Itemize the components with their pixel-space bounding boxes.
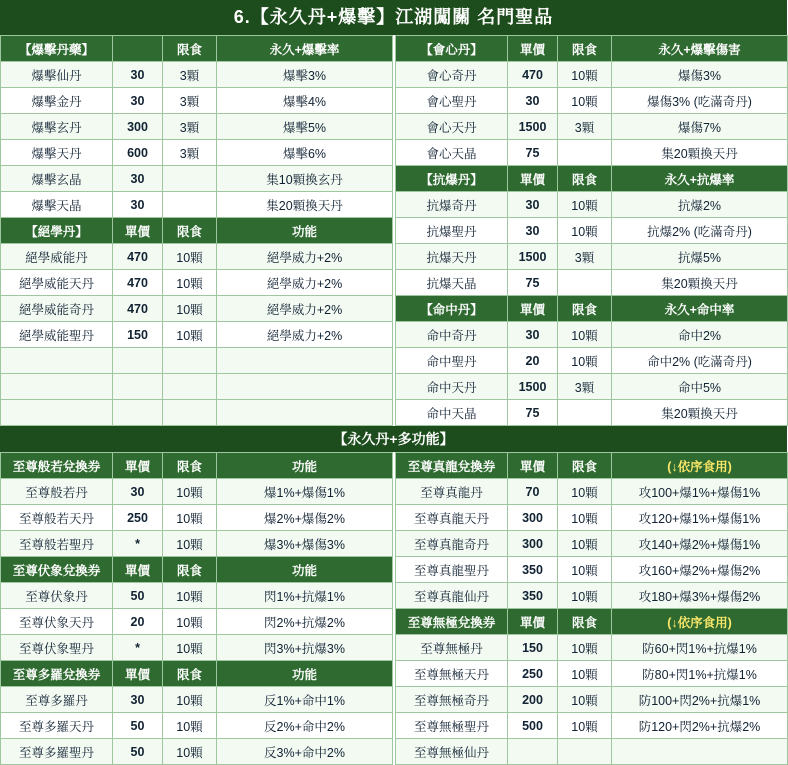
item-price: *	[113, 635, 163, 661]
item-price: 20	[113, 609, 163, 635]
item-name: 至尊般若天丹	[1, 505, 113, 531]
item-price: 1500	[508, 244, 558, 270]
table-row	[1, 62, 788, 88]
right-wuji-header-0: 至尊無極兌換券	[396, 609, 508, 635]
item-effect: 集20顆換天丹	[612, 140, 788, 166]
item-limit: 10顆	[163, 713, 217, 739]
item-price: 300	[508, 505, 558, 531]
table-row	[1, 609, 788, 635]
item-limit: 3顆	[163, 114, 217, 140]
empty-cell	[113, 374, 163, 400]
right-zhenlong-header-2: 限食	[558, 453, 612, 479]
item-limit: 10顆	[163, 609, 217, 635]
item-effect: 絕學威力+2%	[217, 296, 393, 322]
item-effect: 爆傷3% (吃滿奇丹)	[612, 88, 788, 114]
item-name: 至尊真龍丹	[396, 479, 508, 505]
item-price: 300	[508, 531, 558, 557]
item-effect: 命中2%	[612, 322, 788, 348]
item-limit	[163, 192, 217, 218]
item-limit: 10顆	[558, 88, 612, 114]
item-effect: 攻180+爆3%+爆傷2%	[612, 583, 788, 609]
empty-cell	[217, 400, 393, 426]
right-mingzhong-header-3: 永久+命中率	[612, 296, 788, 322]
item-limit: 10顆	[558, 557, 612, 583]
table-row	[1, 661, 788, 687]
left-banruo-header-1: 單價	[113, 453, 163, 479]
item-price: 30	[113, 687, 163, 713]
item-name: 至尊真龍奇丹	[396, 531, 508, 557]
item-name: 會心奇丹	[396, 62, 508, 88]
right-kangbao-header-2: 限食	[558, 166, 612, 192]
left-juexue-header-0: 【絕學丹】	[1, 218, 113, 244]
item-effect: 集20顆換天丹	[217, 192, 393, 218]
item-price: 20	[508, 348, 558, 374]
right-huixin-header-0: 【會心丹】	[396, 36, 508, 62]
item-price: 30	[508, 218, 558, 244]
left-bakk-header-3: 永久+爆擊率	[217, 36, 393, 62]
item-price: 30	[113, 62, 163, 88]
table-row	[1, 557, 788, 583]
right-huixin-header-2: 限食	[558, 36, 612, 62]
table-row	[1, 635, 788, 661]
item-name: 爆擊仙丹	[1, 62, 113, 88]
item-limit: 10顆	[163, 687, 217, 713]
item-name: 至尊伏象丹	[1, 583, 113, 609]
left-juexue-header-2: 限食	[163, 218, 217, 244]
item-name: 抗爆聖丹	[396, 218, 508, 244]
item-name: 至尊般若聖丹	[1, 531, 113, 557]
table-row	[1, 374, 788, 400]
item-effect: 防80+閃1%+抗爆1%	[612, 661, 788, 687]
item-limit: 10顆	[558, 661, 612, 687]
top-section	[0, 35, 788, 426]
item-limit: 10顆	[163, 479, 217, 505]
page-title: 6.【永久丹+爆擊】江湖闖關 名門聖品	[0, 0, 787, 35]
empty-cell	[217, 374, 393, 400]
left-banruo-header-3: 功能	[217, 453, 393, 479]
item-name: 至尊真龍天丹	[396, 505, 508, 531]
item-name: 抗爆天晶	[396, 270, 508, 296]
right-huixin-header-1: 單價	[508, 36, 558, 62]
item-name: 會心天晶	[396, 140, 508, 166]
item-effect	[612, 739, 788, 765]
item-effect: 反2%+命中2%	[217, 713, 393, 739]
item-limit: 10顆	[163, 635, 217, 661]
item-price: 200	[508, 687, 558, 713]
item-name: 命中聖丹	[396, 348, 508, 374]
item-effect: 絕學威力+2%	[217, 322, 393, 348]
item-price: 50	[113, 713, 163, 739]
item-limit: 10顆	[163, 244, 217, 270]
item-limit: 10顆	[558, 531, 612, 557]
item-limit: 3顆	[163, 62, 217, 88]
item-name: 至尊無極聖丹	[396, 713, 508, 739]
left-duoluo-header-0: 至尊多羅兌換券	[1, 661, 113, 687]
item-limit	[163, 166, 217, 192]
item-price: 30	[113, 88, 163, 114]
table-row	[1, 88, 788, 114]
item-effect: 抗爆5%	[612, 244, 788, 270]
item-name: 命中奇丹	[396, 322, 508, 348]
item-limit	[558, 400, 612, 426]
empty-cell	[1, 400, 113, 426]
item-price: 150	[113, 322, 163, 348]
item-price: 30	[508, 322, 558, 348]
empty-cell	[1, 374, 113, 400]
table-row	[1, 453, 788, 479]
item-effect: 抗爆2% (吃滿奇丹)	[612, 218, 788, 244]
item-name: 抗爆奇丹	[396, 192, 508, 218]
left-duoluo-header-2: 限食	[163, 661, 217, 687]
right-kangbao-header-0: 【抗爆丹】	[396, 166, 508, 192]
left-juexue-header-1: 單價	[113, 218, 163, 244]
table-row	[1, 244, 788, 270]
left-bakk-header-0: 【爆擊丹藥】	[1, 36, 113, 62]
item-name: 會心聖丹	[396, 88, 508, 114]
item-limit: 10顆	[558, 348, 612, 374]
left-fuxiang-header-1: 單價	[113, 557, 163, 583]
empty-cell	[113, 348, 163, 374]
left-banruo-header-2: 限食	[163, 453, 217, 479]
item-price: 470	[508, 62, 558, 88]
item-effect: 爆擊5%	[217, 114, 393, 140]
item-price: 250	[113, 505, 163, 531]
right-wuji-header-2: 限食	[558, 609, 612, 635]
item-limit: 10顆	[558, 322, 612, 348]
item-name: 絕學威能丹	[1, 244, 113, 270]
item-limit: 10顆	[558, 687, 612, 713]
item-name: 命中天晶	[396, 400, 508, 426]
table-row	[1, 166, 788, 192]
item-price: 350	[508, 557, 558, 583]
item-name: 爆擊天丹	[1, 140, 113, 166]
item-effect: 爆2%+爆傷2%	[217, 505, 393, 531]
bottom-section	[0, 452, 788, 765]
item-name: 至尊伏象天丹	[1, 609, 113, 635]
empty-cell	[163, 374, 217, 400]
item-price: 70	[508, 479, 558, 505]
item-name: 至尊無極仙丹	[396, 739, 508, 765]
item-effect: 命中5%	[612, 374, 788, 400]
item-effect: 閃3%+抗爆3%	[217, 635, 393, 661]
item-effect: 反3%+命中2%	[217, 739, 393, 765]
item-name: 抗爆天丹	[396, 244, 508, 270]
item-price: 30	[113, 166, 163, 192]
left-fuxiang-header-3: 功能	[217, 557, 393, 583]
right-kangbao-header-1: 單價	[508, 166, 558, 192]
item-name: 絕學威能聖丹	[1, 322, 113, 348]
table-row	[1, 687, 788, 713]
item-effect: 爆擊4%	[217, 88, 393, 114]
item-price: 50	[113, 583, 163, 609]
item-limit: 10顆	[558, 583, 612, 609]
item-limit: 10顆	[163, 739, 217, 765]
item-price: 470	[113, 244, 163, 270]
item-name: 命中天丹	[396, 374, 508, 400]
item-effect: 反1%+命中1%	[217, 687, 393, 713]
item-name: 至尊多羅丹	[1, 687, 113, 713]
item-effect: 絕學威力+2%	[217, 244, 393, 270]
left-duoluo-header-1: 單價	[113, 661, 163, 687]
item-name: 爆擊玄晶	[1, 166, 113, 192]
table-row	[1, 400, 788, 426]
item-effect: 爆3%+爆傷3%	[217, 531, 393, 557]
item-effect: 命中2% (吃滿奇丹)	[612, 348, 788, 374]
item-effect: 爆傷7%	[612, 114, 788, 140]
empty-cell	[1, 348, 113, 374]
item-limit: 10顆	[163, 583, 217, 609]
item-name: 至尊真龍仙丹	[396, 583, 508, 609]
item-limit	[558, 739, 612, 765]
right-mingzhong-header-1: 單價	[508, 296, 558, 322]
item-limit: 3顆	[558, 114, 612, 140]
item-limit: 3顆	[558, 244, 612, 270]
item-limit: 10顆	[558, 62, 612, 88]
item-limit: 10顆	[558, 218, 612, 244]
item-effect: 爆1%+爆傷1%	[217, 479, 393, 505]
left-fuxiang-header-0: 至尊伏象兌換券	[1, 557, 113, 583]
item-price: 75	[508, 140, 558, 166]
item-price: 600	[113, 140, 163, 166]
left-bakk-header-2: 限食	[163, 36, 217, 62]
item-price: 250	[508, 661, 558, 687]
item-name: 至尊般若丹	[1, 479, 113, 505]
item-name: 爆擊天晶	[1, 192, 113, 218]
item-effect: 防120+閃2%+抗爆2%	[612, 713, 788, 739]
item-effect: 絕學威力+2%	[217, 270, 393, 296]
left-juexue-header-3: 功能	[217, 218, 393, 244]
item-effect: 爆擊6%	[217, 140, 393, 166]
right-wuji-header-3: (↓依序食用)	[612, 609, 788, 635]
item-limit: 3顆	[558, 374, 612, 400]
item-name: 至尊多羅聖丹	[1, 739, 113, 765]
item-name: 爆擊玄丹	[1, 114, 113, 140]
item-effect: 閃2%+抗爆2%	[217, 609, 393, 635]
item-limit: 10顆	[163, 270, 217, 296]
empty-cell	[113, 400, 163, 426]
item-name: 爆擊金丹	[1, 88, 113, 114]
item-limit: 10顆	[558, 505, 612, 531]
item-effect: 攻100+爆1%+爆傷1%	[612, 479, 788, 505]
item-name: 至尊無極丹	[396, 635, 508, 661]
item-limit: 10顆	[558, 479, 612, 505]
item-effect: 防60+閃1%+抗爆1%	[612, 635, 788, 661]
table-row	[1, 713, 788, 739]
table-row	[1, 739, 788, 765]
table-row	[1, 531, 788, 557]
item-effect: 攻120+爆1%+爆傷1%	[612, 505, 788, 531]
item-price: 1500	[508, 374, 558, 400]
item-name: 至尊多羅天丹	[1, 713, 113, 739]
item-price: 500	[508, 713, 558, 739]
empty-cell	[163, 348, 217, 374]
item-limit: 3顆	[163, 140, 217, 166]
empty-cell	[217, 348, 393, 374]
item-price: 30	[508, 192, 558, 218]
table-row	[1, 114, 788, 140]
item-price: 300	[113, 114, 163, 140]
right-kangbao-header-3: 永久+抗爆率	[612, 166, 788, 192]
table-row	[1, 427, 787, 452]
item-name: 絕學威能奇丹	[1, 296, 113, 322]
item-effect: 攻140+爆2%+爆傷1%	[612, 531, 788, 557]
table-row	[1, 583, 788, 609]
right-huixin-header-3: 永久+爆擊傷害	[612, 36, 788, 62]
right-wuji-header-1: 單價	[508, 609, 558, 635]
item-effect: 集20顆換天丹	[612, 400, 788, 426]
item-limit: 10顆	[558, 635, 612, 661]
table-row	[1, 218, 788, 244]
item-price: 50	[113, 739, 163, 765]
table-row	[1, 36, 788, 62]
item-limit: 10顆	[163, 531, 217, 557]
item-effect: 攻160+爆2%+爆傷2%	[612, 557, 788, 583]
item-limit: 10顆	[163, 296, 217, 322]
right-mingzhong-header-2: 限食	[558, 296, 612, 322]
table-row	[1, 505, 788, 531]
table-row	[1, 270, 788, 296]
item-name: 絕學威能天丹	[1, 270, 113, 296]
item-price: 30	[508, 88, 558, 114]
item-effect: 閃1%+抗爆1%	[217, 583, 393, 609]
item-effect: 爆擊3%	[217, 62, 393, 88]
table-row	[1, 348, 788, 374]
item-name: 會心天丹	[396, 114, 508, 140]
left-banruo-header-0: 至尊般若兌換券	[1, 453, 113, 479]
item-limit: 10顆	[163, 505, 217, 531]
item-price: 75	[508, 400, 558, 426]
item-limit: 3顆	[163, 88, 217, 114]
item-effect: 集20顆換天丹	[612, 270, 788, 296]
item-price: 350	[508, 583, 558, 609]
item-limit: 10顆	[558, 713, 612, 739]
item-price: 30	[113, 192, 163, 218]
item-effect: 抗爆2%	[612, 192, 788, 218]
item-effect: 爆傷3%	[612, 62, 788, 88]
item-price: 150	[508, 635, 558, 661]
right-mingzhong-header-0: 【命中丹】	[396, 296, 508, 322]
left-fuxiang-header-2: 限食	[163, 557, 217, 583]
item-name: 至尊無極天丹	[396, 661, 508, 687]
item-price: 1500	[508, 114, 558, 140]
table-row	[1, 479, 788, 505]
table-row	[1, 140, 788, 166]
table-row	[1, 322, 788, 348]
item-name: 至尊真龍聖丹	[396, 557, 508, 583]
item-price: 75	[508, 270, 558, 296]
table-row	[1, 296, 788, 322]
item-limit: 10顆	[163, 322, 217, 348]
item-name: 至尊伏象聖丹	[1, 635, 113, 661]
left-duoluo-header-3: 功能	[217, 661, 393, 687]
item-price: *	[113, 531, 163, 557]
item-limit	[558, 140, 612, 166]
right-zhenlong-header-1: 單價	[508, 453, 558, 479]
item-price: 470	[113, 296, 163, 322]
table-row	[1, 192, 788, 218]
item-limit	[558, 270, 612, 296]
item-price: 30	[113, 479, 163, 505]
right-zhenlong-header-0: 至尊真龍兌換券	[396, 453, 508, 479]
band-label: 【永久丹+多功能】	[1, 427, 787, 452]
item-name: 至尊無極奇丹	[396, 687, 508, 713]
band-section	[0, 426, 787, 452]
item-effect: 集10顆換玄丹	[217, 166, 393, 192]
empty-cell	[163, 400, 217, 426]
left-bakk-header-1	[113, 36, 163, 62]
item-price: 470	[113, 270, 163, 296]
item-limit: 10顆	[558, 192, 612, 218]
item-price	[508, 739, 558, 765]
item-effect: 防100+閃2%+抗爆1%	[612, 687, 788, 713]
right-zhenlong-header-3: (↓依序食用)	[612, 453, 788, 479]
